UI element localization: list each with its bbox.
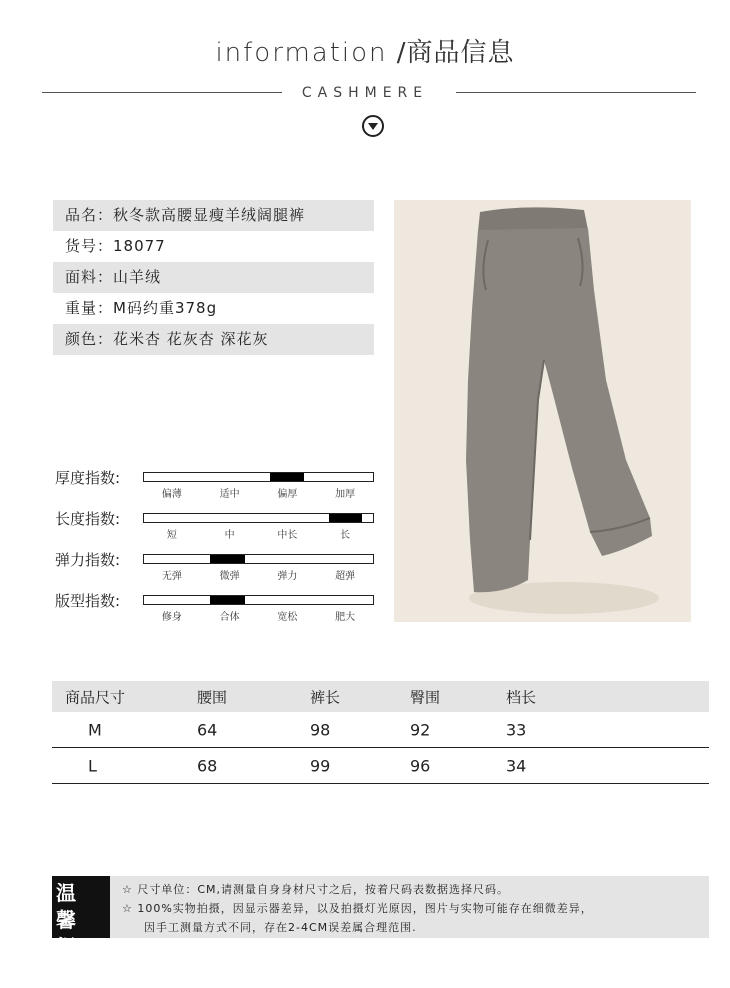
- scale-tick: 弹力: [277, 571, 298, 582]
- table-cell: 92: [410, 720, 431, 739]
- pants-image: [394, 200, 691, 622]
- scale-label: 长度指数:: [55, 510, 121, 528]
- table-header: [52, 681, 709, 712]
- tips-box: [52, 876, 709, 986]
- scale-fill: [329, 514, 361, 522]
- scale-tick: 宽松: [277, 612, 298, 623]
- scale-tick: 中: [224, 530, 235, 541]
- table-cell: 34: [506, 756, 527, 775]
- scale-tick: 合体: [219, 612, 240, 623]
- info-colors: 颜色：花米杏 花灰杏 深花灰: [53, 324, 374, 355]
- divider-left: [42, 92, 282, 93]
- header-cell: 商品尺寸: [65, 688, 126, 706]
- scale-bar: [143, 513, 374, 523]
- scale-tick: 偏薄: [161, 489, 182, 500]
- scale-bar: [143, 472, 374, 482]
- scale-tick: 微弹: [219, 571, 240, 582]
- scale-label: 弹力指数:: [55, 551, 121, 569]
- scale-bar: [143, 554, 374, 564]
- scale-tick: 长: [340, 530, 351, 541]
- scale-tick: 超弹: [335, 571, 356, 582]
- scale-tick: 中长: [277, 530, 298, 541]
- chevron-down-circle-icon: [362, 115, 384, 137]
- scale-fit: [55, 590, 385, 631]
- scale-fill: [270, 473, 304, 481]
- table-row: [52, 748, 709, 784]
- title-chinese: /商品信息: [387, 38, 515, 68]
- subtitle: [0, 82, 730, 101]
- table-cell: 98: [310, 720, 331, 739]
- table-row: [52, 712, 709, 748]
- scale-label: 厚度指数:: [55, 469, 121, 487]
- header-cell: 裤长: [310, 688, 341, 706]
- tip-line: 因手工测量方式不同，存在2-4CM误差属合理范围.: [144, 921, 417, 934]
- table-cell: 68: [197, 756, 218, 775]
- header-cell: 腰围: [197, 688, 228, 706]
- page-title: [0, 32, 730, 69]
- info-fabric: 面料：山羊绒: [53, 262, 374, 293]
- info-item-number: 货号：18077: [65, 237, 166, 255]
- scale-label: 版型指数:: [55, 592, 121, 610]
- table-cell: L: [88, 756, 97, 775]
- header-cell: 档长: [506, 688, 537, 706]
- scale-tick: 偏厚: [277, 489, 298, 500]
- scale-tick: 修身: [161, 612, 182, 623]
- table-cell: M: [88, 720, 102, 739]
- table-cell: 96: [410, 756, 431, 775]
- subtitle-text: CASHMERE: [301, 85, 429, 101]
- divider-right: [456, 92, 696, 93]
- table-cell: 33: [506, 720, 527, 739]
- scale-tick: 短: [166, 530, 177, 541]
- size-table: [52, 681, 709, 784]
- scale-tick: 加厚: [335, 489, 356, 500]
- scale-tick: 无弹: [161, 571, 182, 582]
- tip-line: ☆ 100%实物拍摄，因显示器差异，以及拍摄灯光原因，图片与实物可能存在细微差异，: [122, 902, 593, 915]
- scale-tick: 肥大: [335, 612, 356, 623]
- scale-tick: 适中: [219, 489, 240, 500]
- scale-length: [55, 508, 385, 549]
- tips-badge-line: 温 馨: [56, 881, 79, 932]
- tips-badge: [52, 876, 110, 986]
- header-cell: 臀围: [410, 688, 441, 706]
- scale-bar: [143, 595, 374, 605]
- table-cell: 64: [197, 720, 218, 739]
- scale-fill: [210, 555, 244, 563]
- product-info: [53, 200, 374, 355]
- tip-line: ☆ 尺寸单位：CM,请测量自身身材尺寸之后，按着尺码表数据选择尺码。: [122, 883, 510, 896]
- scale-fill: [210, 596, 244, 604]
- scale-elasticity: [55, 549, 385, 590]
- info-weight: 重量：M码约重378g: [65, 299, 218, 317]
- info-name: 品名：秋冬款高腰显瘦羊绒阔腿裤: [53, 200, 374, 231]
- product-photo: [394, 200, 691, 622]
- tips-text: [122, 880, 593, 937]
- title-english: information: [215, 38, 388, 68]
- index-scales: [55, 467, 385, 631]
- scale-thickness: [55, 467, 385, 508]
- tips-badge-line: 提 示: [56, 935, 79, 986]
- table-cell: 99: [310, 756, 331, 775]
